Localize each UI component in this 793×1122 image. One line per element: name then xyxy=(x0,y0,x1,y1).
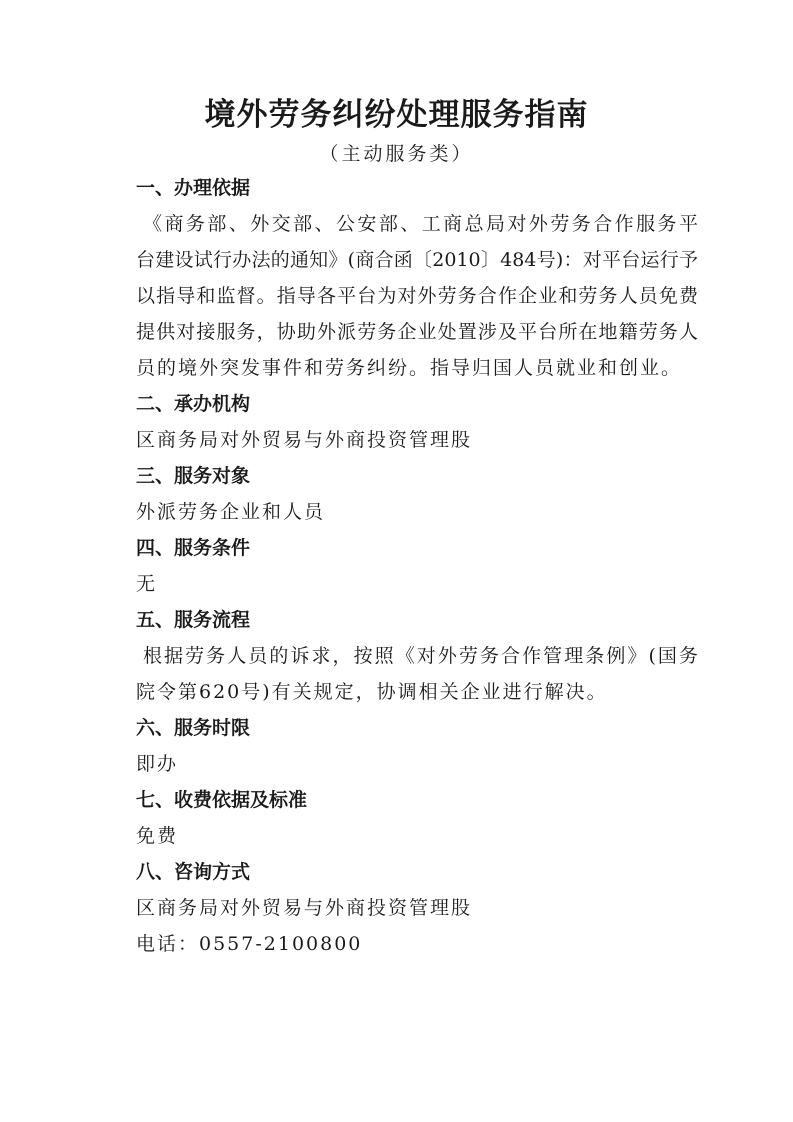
process-paragraph-line: 院令第620号)有关规定，协调相关企业进行解决。 xyxy=(136,681,608,703)
agency-text: 区商务局对外贸易与外商投资管理股 xyxy=(136,429,473,451)
fees-text: 免费 xyxy=(136,825,179,847)
section-heading-agency: 二、承办机构 xyxy=(136,393,251,415)
section-heading-contact: 八、咨询方式 xyxy=(136,861,251,883)
basis-paragraph-line: 员的境外突发事件和劳务纠纷。指导归国人员就业和创业。 xyxy=(136,357,683,379)
basis-paragraph-line: 《商务部、外交部、公安部、工商总局对外劳务合作服务平 xyxy=(143,213,698,235)
target-text: 外派劳务企业和人员 xyxy=(136,501,326,523)
section-heading-time-limit: 六、服务时限 xyxy=(136,717,251,739)
section-heading-conditions: 四、服务条件 xyxy=(136,537,251,559)
time-limit-text: 即办 xyxy=(136,753,179,775)
basis-paragraph-line: 以指导和监督。指导各平台为对外劳务合作企业和劳务人员免费 xyxy=(136,285,698,307)
section-heading-basis: 一、办理依据 xyxy=(136,177,251,199)
page-title: 境外劳务纠纷处理服务指南 xyxy=(204,97,589,133)
contact-text: 区商务局对外贸易与外商投资管理股 xyxy=(136,897,473,919)
conditions-text: 无 xyxy=(136,573,158,595)
basis-paragraph-line: 台建设试行办法的通知》(商合函〔2010〕484号)：对平台运行予 xyxy=(136,249,698,271)
page-subtitle: （主动服务类） xyxy=(319,143,474,165)
section-heading-process: 五、服务流程 xyxy=(136,609,251,631)
contact-phone: 电话：0557-2100800 xyxy=(136,933,363,955)
section-heading-target: 三、服务对象 xyxy=(136,465,251,487)
section-heading-fees: 七、收费依据及标准 xyxy=(136,789,308,811)
process-paragraph-line: 根据劳务人员的诉求，按照《对外劳务合作管理条例》(国务 xyxy=(143,645,698,667)
basis-paragraph-line: 提供对接服务，协助外派劳务企业处置涉及平台所在地籍劳务人 xyxy=(136,321,698,343)
